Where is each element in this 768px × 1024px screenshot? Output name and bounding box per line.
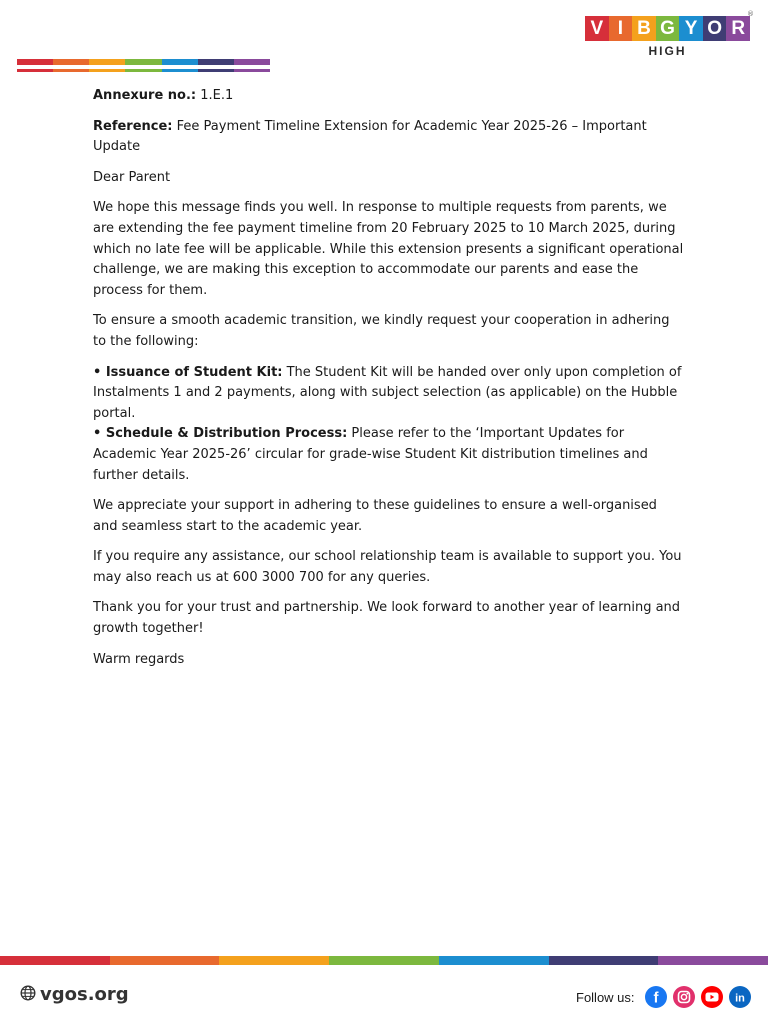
follow-us [576,986,751,1008]
annexure-label: Annexure no.: [93,88,197,103]
paragraph-thanks: Thank you for your trust and partnership. We look forward to another year of learning and growth together! [93,600,681,637]
stripe-segment [125,59,161,65]
logo-subtitle: HIGH [648,44,687,58]
bullet-list [93,363,685,487]
salutation: Dear Parent [93,169,171,185]
paragraph-request: To ensure a smooth academic transition, we kindly request your cooperation in adhering to the following: [93,313,670,349]
stripe-segment [17,59,53,65]
reference-line [93,117,685,158]
logo-letter: I [609,16,633,41]
website-link[interactable] [20,984,129,1005]
stripe-segment [110,956,220,965]
stripe-row-top [17,59,270,65]
logo-letter: G [656,16,680,41]
follow-label: Follow us: [576,989,635,1005]
header-stripes [17,59,270,72]
letter-body [93,86,685,680]
stripe-segment [53,59,89,65]
website-text: vgos.org [40,984,129,1005]
bullet-student-kit [93,363,685,425]
facebook-icon[interactable] [645,986,667,1008]
logo-letter: Y [679,16,703,41]
paragraph-assistance: If you require any assistance, our school relationship team is available to support you. You may also reach us at 600 3000 700 for any queries. [93,549,682,585]
vibgyor-logo [585,10,754,58]
stripe-segment [89,69,125,72]
logo-letter: O [703,16,727,41]
footer-stripe [0,956,768,965]
bullet-text: The Student Kit will be handed over only upon completion of Instalments 1 and 2 payments, along with subject selection (as applicable) on the Hubble portal. [93,364,682,421]
stripe-segment [0,956,110,965]
stripe-segment [234,69,270,72]
svg-text:in: in [734,992,745,1005]
logo-letter: V [585,16,609,41]
stripe-segment [53,69,89,72]
svg-text:f: f [653,989,659,1007]
stripe-segment [17,69,53,72]
annexure-line [93,86,685,107]
logo-letter: R [726,16,750,41]
paragraph-appreciation: We appreciate your support in adhering to these guidelines to ensure a well-organised and seamless start to the academic year. [93,498,657,534]
logo-letter: B [632,16,656,41]
instagram-icon[interactable] [673,986,695,1008]
globe-icon [20,985,36,1005]
stripe-segment [125,69,161,72]
logo-letters [585,16,750,41]
youtube-icon[interactable] [701,986,723,1008]
stripe-segment [89,59,125,65]
closing: Warm regards [93,651,185,667]
bullet-label: • Schedule & Distribution Process: [93,426,348,442]
stripe-segment [549,956,659,965]
stripe-segment [329,956,439,965]
stripe-segment [658,956,768,965]
stripe-segment [234,59,270,65]
stripe-segment [198,69,234,72]
reference-label: Reference: [93,118,173,134]
stripe-segment [219,956,329,965]
bullet-schedule [93,424,685,486]
bullet-label: • Issuance of Student Kit: [93,364,283,380]
registered-mark: ® [747,10,754,18]
stripe-segment [198,59,234,65]
stripe-segment [162,69,198,72]
stripe-segment [439,956,549,965]
stripe-segment [162,59,198,65]
linkedin-icon[interactable] [729,986,751,1008]
stripe-row-bottom [17,69,270,72]
annexure-value: 1.E.1 [196,88,234,103]
bullet-text: Please refer to the ‘Important Updates for Academic Year 2025-26’ circular for grade-wise Student Kit distribution timelines and further details. [93,426,648,483]
reference-value: Fee Payment Timeline Extension for Academic Year 2025-26 – Important Update [93,118,647,155]
paragraph-intro: We hope this message finds you well. In response to multiple requests from parents, we are extending the fee payment timeline from 20 February 2025 to 10 March 2025, during which no late fee will be applicable. While this extension presents a significant operational challenge, we are making this exception to accommodate our parents and ease the process for them. [93,200,684,298]
